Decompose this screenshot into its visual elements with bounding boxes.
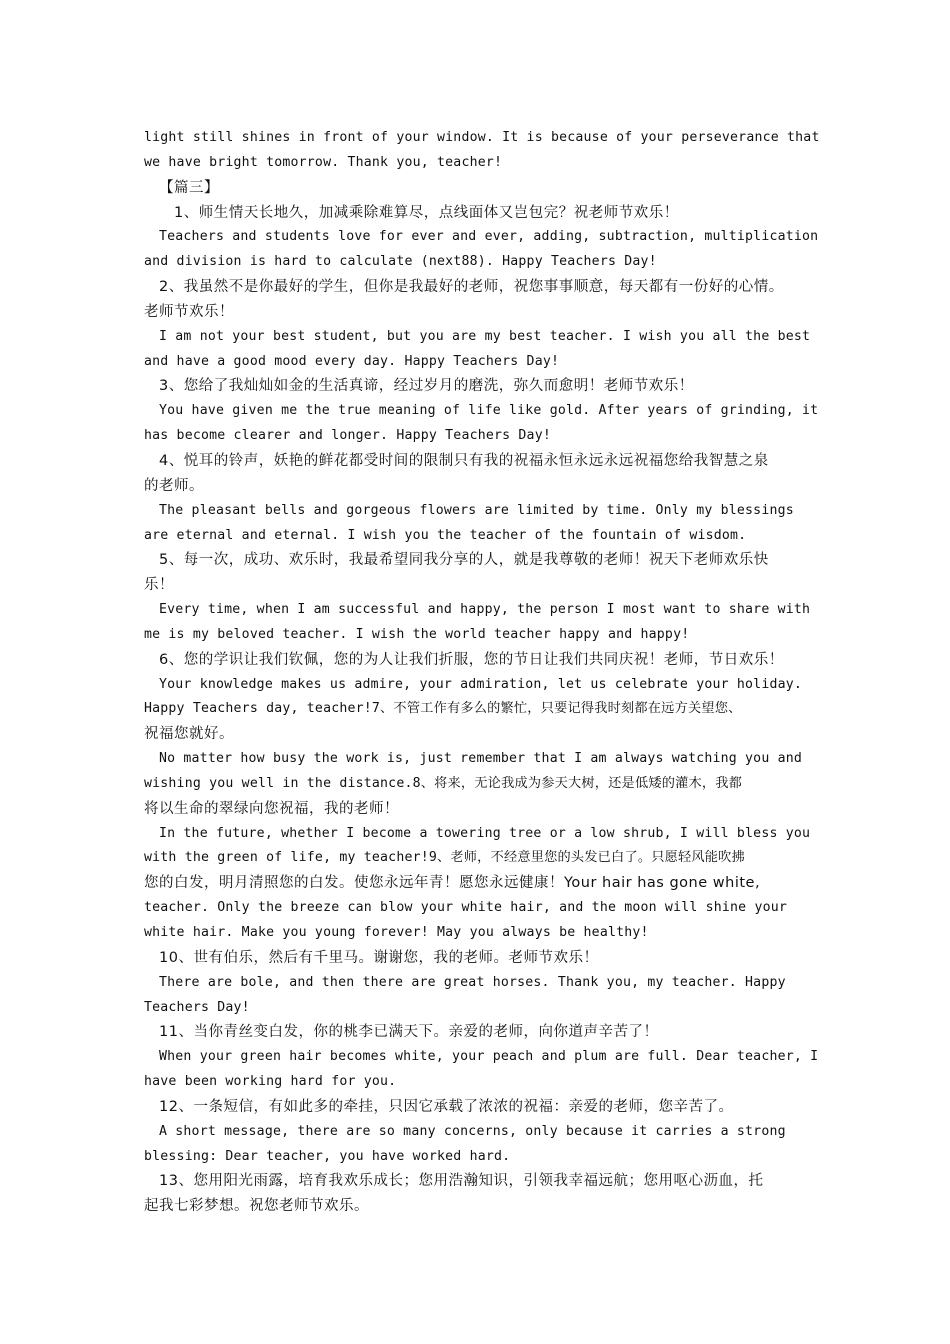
text-line: 6、您的学识让我们钦佩，您的为人让我们折服，您的节日让我们共同庆祝！老师，节日欢乐！	[159, 651, 784, 668]
text-line: and division is hard to calculate (next88). Happy Teachers Day!	[144, 254, 657, 270]
text-line: No matter how busy the work is, just remember that I am always watching you and	[159, 751, 803, 767]
text-line: teacher. Only the breeze can blow your white hair, and the moon will shine your	[144, 900, 788, 916]
text-line: wishing you well in the distance.8、将来，无论我成为参天大树，还是低矮的灌木，我都	[144, 775, 743, 791]
text-line: we have bright tomorrow. Thank you, teacher!	[144, 154, 503, 170]
text-line: I am not your best student, but you are my best teacher. I wish you all the best	[159, 328, 811, 344]
text-line: 3、您给了我灿灿如金的生活真谛，经过岁月的磨洗，弥久而愈明！老师节欢乐！	[159, 378, 694, 395]
text-line: 老师节欢乐！	[144, 303, 234, 320]
text-line: has become clearer and longer. Happy Teachers Day!	[144, 428, 551, 444]
section-heading: 【篇三】	[159, 179, 219, 196]
text-line: are eternal and eternal. I wish you the teacher of the fountain of wisdom.	[144, 527, 747, 543]
text-line: A short message, there are so many concerns, only because it carries a strong	[159, 1123, 786, 1139]
text-line: Teachers Day!	[144, 999, 250, 1015]
text-line: with the green of life, my teacher!9、老师，不经意里您的头发已白了。只愿轻风能吹拂	[144, 850, 745, 866]
text-line: 将以生命的翠绿向您祝福，我的老师！	[144, 800, 399, 817]
text-line: light still shines in front of your window. It is because of your perseverance that	[144, 130, 820, 145]
text-line: When your green hair becomes white, your peach and plum are full. Dear teacher, I	[159, 1049, 819, 1065]
text-line: Teachers and students love for ever and ever, adding, subtraction, multiplication	[159, 229, 819, 245]
text-line: The pleasant bells and gorgeous flowers are limited by time. Only my blessings	[159, 502, 794, 518]
text-line: 起我七彩梦想。祝您老师节欢乐。	[144, 1198, 369, 1215]
text-line: white hair. Make you young forever! May you always be healthy!	[144, 925, 649, 940]
text-line: and have a good mood every day. Happy Teachers Day!	[144, 353, 560, 369]
text-line: Your knowledge makes us admire, your admiration, let us celebrate your holiday.	[159, 676, 803, 692]
document-body	[144, 126, 824, 1219]
text-line: 4、悦耳的铃声，妖艳的鲜花都受时间的限制只有我的祝福永恒永远永远祝福您给我智慧之泉	[159, 452, 769, 469]
text-line: 乐！	[144, 577, 174, 594]
text-line: 祝福您就好。	[144, 726, 234, 743]
text-line: 您的白发，明月清照您的白发。使您永远年青！愿您永远健康！Your hair has gone white,	[144, 875, 761, 892]
text-line: 2、我虽然不是你最好的学生，但你是我最好的老师，祝您事事顺意，每天都有一份好的心情。	[159, 279, 784, 296]
text-line: me is my beloved teacher. I wish the world teacher happy and happy!	[144, 626, 690, 642]
text-line: 1、师生情天长地久，加减乘除难算尽，点线面体又岂包完？祝老师节欢乐！	[174, 204, 679, 221]
text-line: There are bole, and then there are great horses. Thank you, my teacher. Happy	[159, 974, 786, 990]
text-line: 5、每一次，成功、欢乐时，我最希望同我分享的人，就是我尊敬的老师！祝天下老师欢乐快	[159, 552, 769, 569]
text-line: 12、一条短信，有如此多的牵挂，只因它承载了浓浓的祝福：亲爱的老师，您辛苦了。	[159, 1098, 734, 1115]
text-line: You have given me the true meaning of life like gold. After years of grinding, it	[159, 403, 819, 419]
text-line: 13、您用阳光雨露，培育我欢乐成长；您用浩瀚知识，引领我幸福远航；您用呕心沥血，托	[159, 1173, 764, 1190]
text-line: Happy Teachers day, teacher!7、不管工作有多么的繁忙，只要记得我时刻都在远方关望您、	[144, 701, 742, 717]
text-line: In the future, whether I become a towering tree or a low shrub, I will bless you	[159, 825, 811, 841]
text-line: 11、当你青丝变白发，你的桃李已满天下。亲爱的老师，向你道声辛苦了！	[159, 1024, 659, 1041]
text-line: Every time, when I am successful and happy, the person I most want to share with	[159, 602, 811, 618]
text-line: blessing: Dear teacher, you have worked hard.	[144, 1148, 511, 1164]
text-line: have been working hard for you.	[144, 1074, 397, 1090]
text-line: 的老师。	[144, 477, 204, 494]
text-line: 10、世有伯乐，然后有千里马。谢谢您，我的老师。老师节欢乐！	[159, 949, 599, 966]
